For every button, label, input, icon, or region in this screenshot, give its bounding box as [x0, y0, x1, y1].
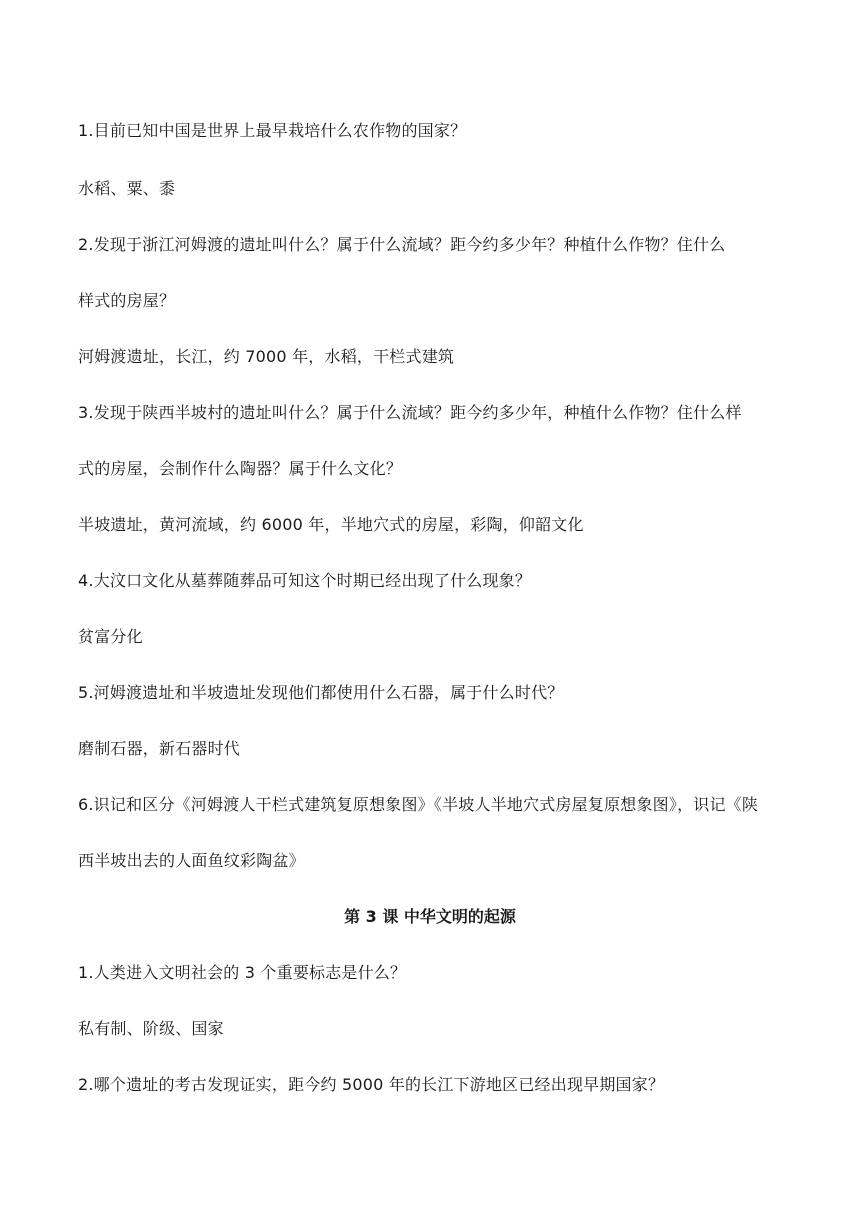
question-2-line-1: 2.发现于浙江河姆渡的遗址叫什么？属于什么流域？距今约多少年？种植什么作物？住什么: [78, 235, 726, 254]
question-6-line-2: 西半坡出去的人面鱼纹彩陶盆》: [78, 851, 305, 870]
lesson3-question-2: 2.哪个遗址的考古发现证实，距今约 5000 年的长江下游地区已经出现早期国家？: [78, 1075, 665, 1094]
question-5: 5.河姆渡遗址和半坡遗址发现他们都使用什么石器，属于什么时代？: [78, 683, 564, 702]
answer-1: 水稻、粟、黍: [78, 179, 176, 198]
answer-3: 半坡遗址，黄河流域，约 6000 年，半地穴式的房屋，彩陶，仰韶文化: [78, 515, 584, 534]
question-1: 1.目前已知中国是世界上最早栽培什么农作物的国家？: [78, 121, 467, 140]
question-4: 4.大汶口文化从墓葬随葬品可知这个时期已经出现了什么现象？: [78, 571, 532, 590]
question-6-line-1: 6.识记和区分《河姆渡人干栏式建筑复原想象图》《半坡人半地穴式房屋复原想象图》，识记《陕: [78, 795, 759, 814]
lesson3-question-1: 1.人类进入文明社会的 3 个重要标志是什么？: [78, 963, 407, 982]
question-3-line-1: 3.发现于陕西半坡村的遗址叫什么？属于什么流域？距今约多少年，种植什么作物？住什么样: [78, 403, 742, 422]
answer-4: 贫富分化: [78, 627, 143, 646]
question-3-line-2: 式的房屋，会制作什么陶器？属于什么文化？: [78, 459, 403, 478]
lesson-heading: 第 3 课 中华文明的起源: [344, 907, 516, 926]
lesson3-answer-1: 私有制、阶级、国家: [78, 1019, 224, 1038]
answer-2: 河姆渡遗址，长江，约 7000 年，水稻，干栏式建筑: [78, 347, 455, 366]
question-2-line-2: 样式的房屋？: [78, 291, 176, 310]
answer-5: 磨制石器，新石器时代: [78, 739, 241, 758]
